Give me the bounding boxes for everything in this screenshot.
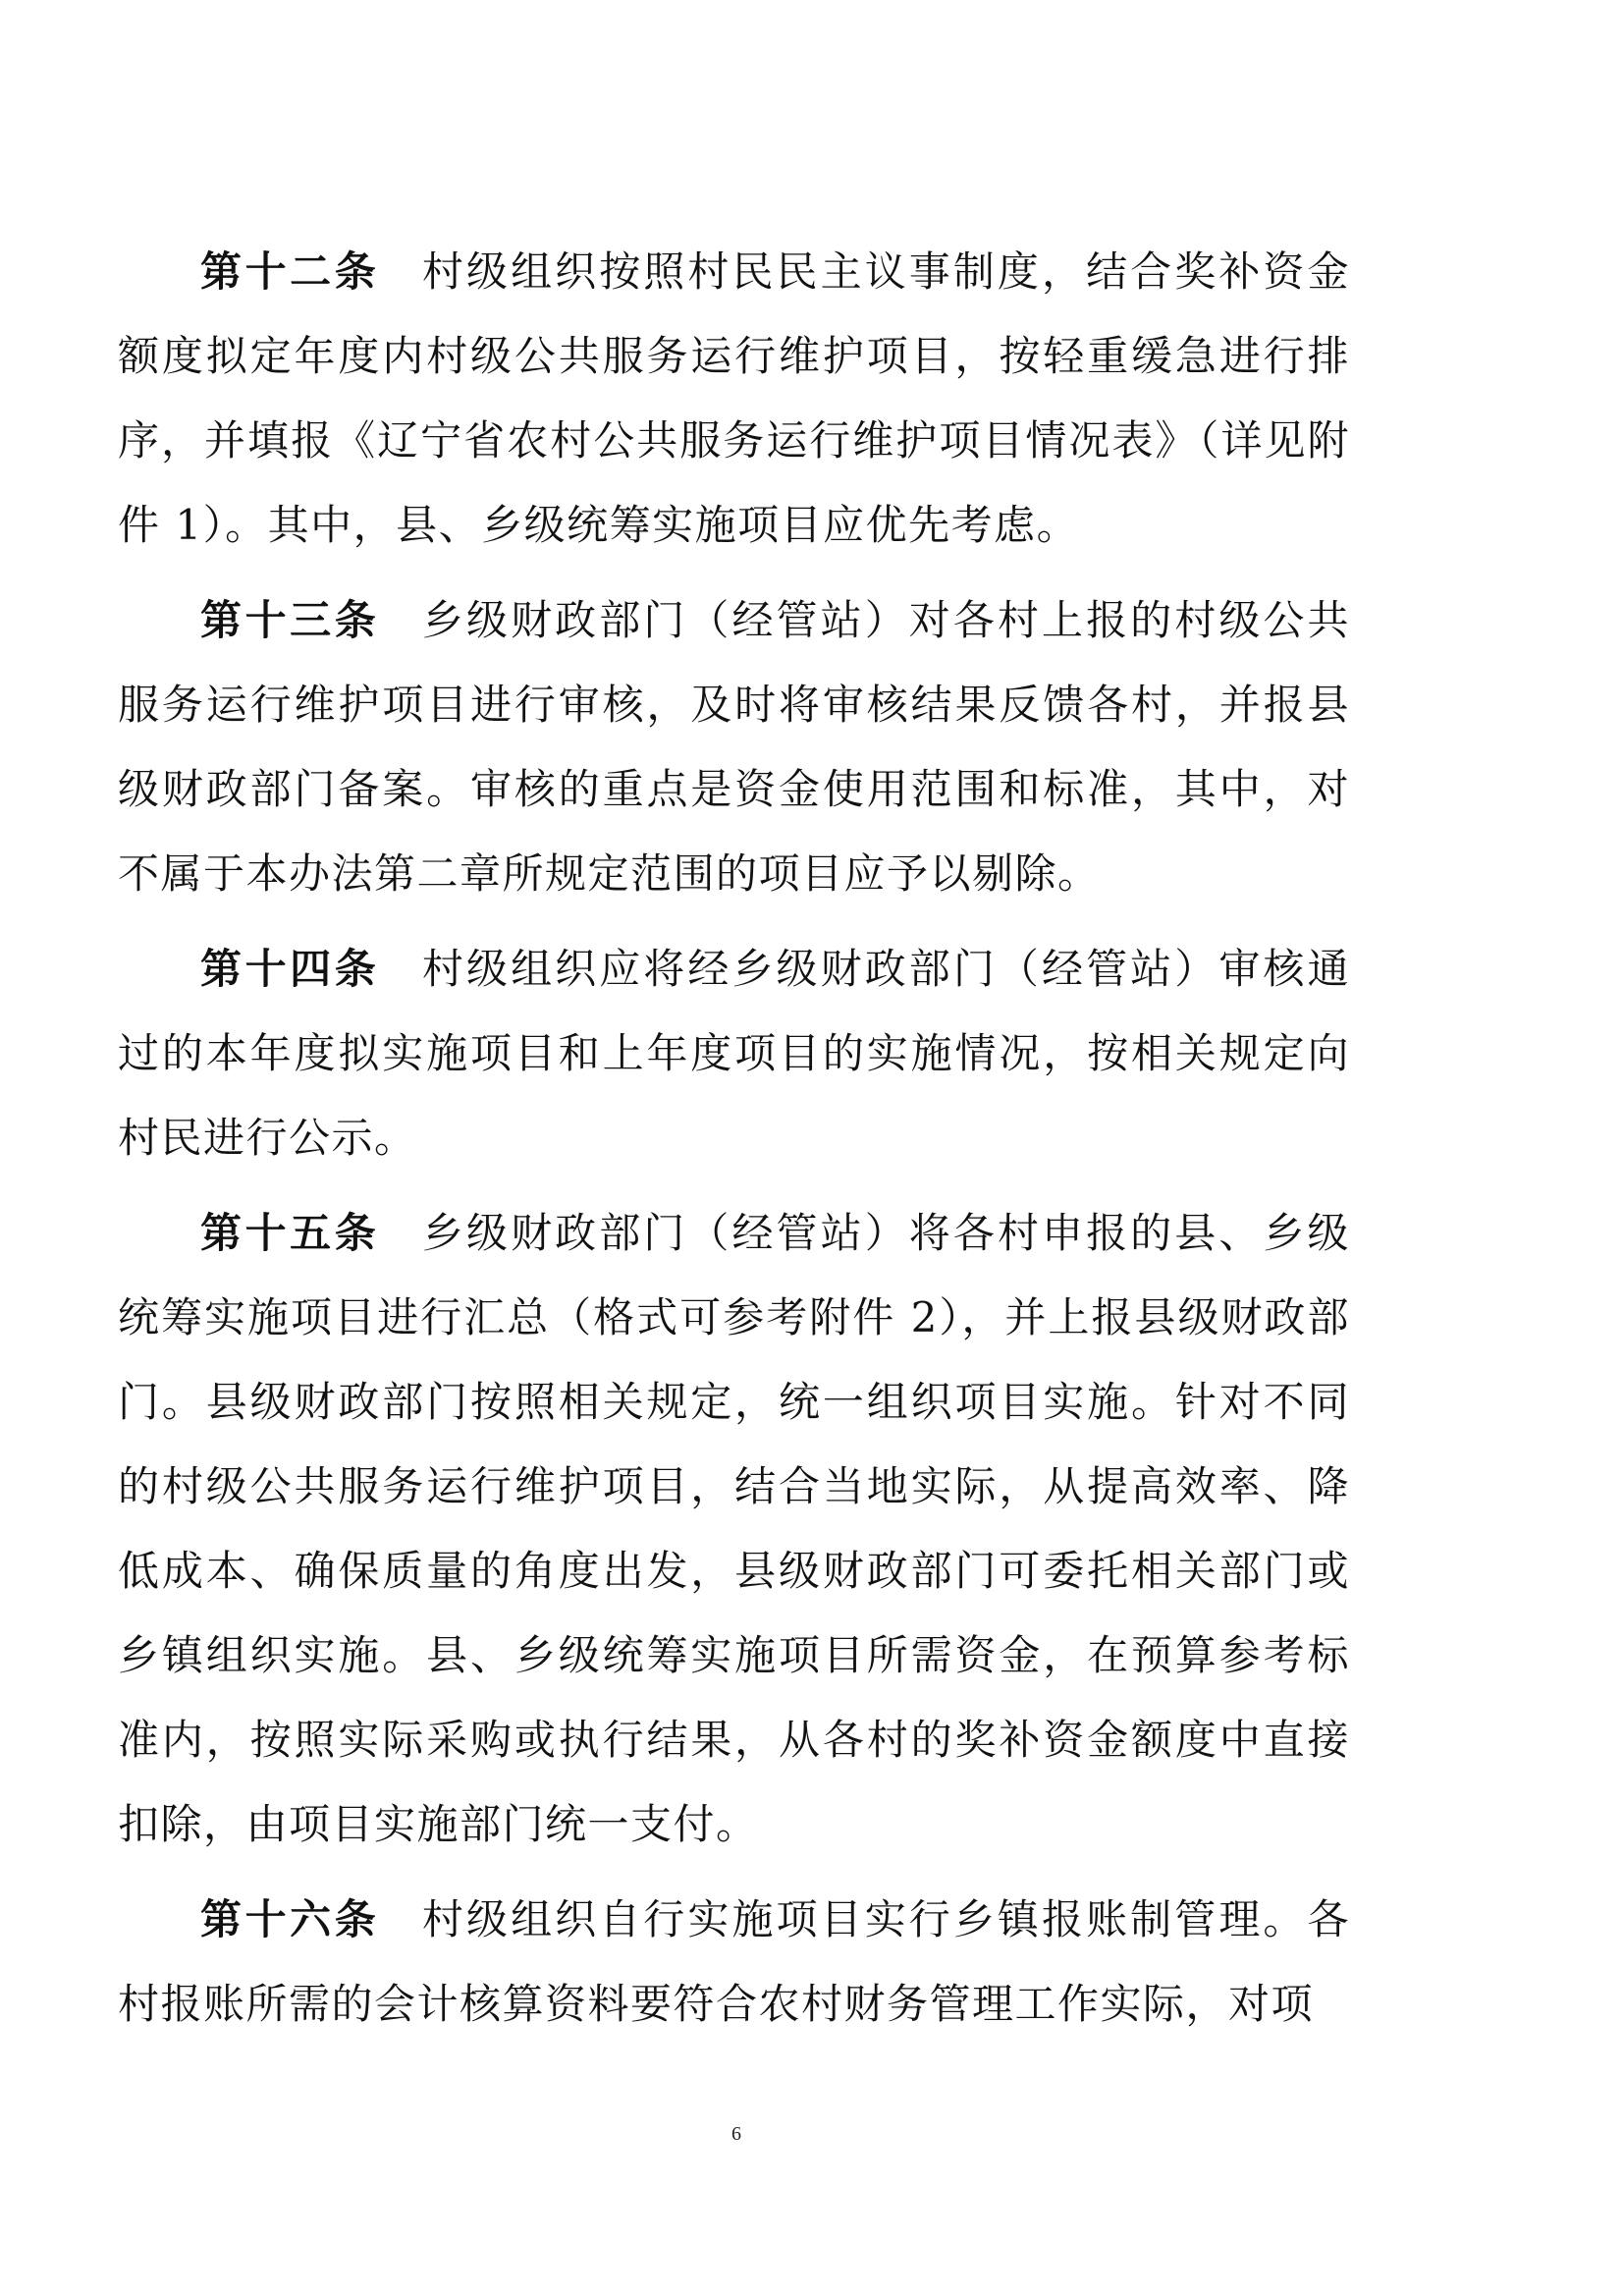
article-16-title: 第十六条 (200, 1895, 380, 1943)
article-15-text: 乡级财政部门（经管站）将各村申报的县、乡级统筹实施项目进行汇总（格式可参考附件 2），并上报县级财政部门。县级财政部门按照相关规定，统一组织项目实施。针对不同的村级公共服务运行维护项目，结合当地实际，从提高效率、降低成本、确保质量的角度出发，县级财政部门可委托相关部门或乡镇组织实施。县、乡级统筹实施项目所需资金，在预算参考标准内，按照实际采购或执行结果，从各村的奖补资金额度中直接扣除，由项目实施部门统一支付。 (118, 1209, 1350, 1848)
article-14-text: 村级组织应将经乡级财政部门（经管站）审核通过的本年度拟实施项目和上年度项目的实施情况，按相关规定向村民进行公示。 (118, 945, 1350, 1162)
article-15 (118, 1191, 1350, 1867)
article-12-text: 村级组织按照村民民主议事制度，结合奖补资金额度拟定年度内村级公共服务运行维护项目，按轻重缓急进行排序，并填报《辽宁省农村公共服务运行维护项目情况表》（详见附件 1）。其中，县、乡级统筹实施项目应优先考虑。 (118, 247, 1350, 549)
article-13-text: 乡级财政部门（经管站）对各村上报的村级公共服务运行维护项目进行审核，及时将审核结果反馈各村，并报县级财政部门备案。审核的重点是资金使用范围和标准，其中，对不属于本办法第二章所规定范围的项目应予以剔除。 (118, 596, 1350, 898)
page-number: 6 (731, 2123, 741, 2145)
article-12 (118, 230, 1350, 568)
article-13-title: 第十三条 (200, 596, 380, 644)
document-body (118, 230, 1350, 2057)
article-13 (118, 578, 1350, 916)
article-12-title: 第十二条 (200, 247, 380, 296)
article-14-title: 第十四条 (200, 945, 380, 993)
article-16-text: 村级组织自行实施项目实行乡镇报账制管理。各村报账所需的会计核算资料要符合农村财务管理工作实际，对项 (118, 1895, 1350, 2028)
article-16 (118, 1878, 1350, 2047)
article-14 (118, 927, 1350, 1180)
article-15-title: 第十五条 (200, 1209, 380, 1257)
